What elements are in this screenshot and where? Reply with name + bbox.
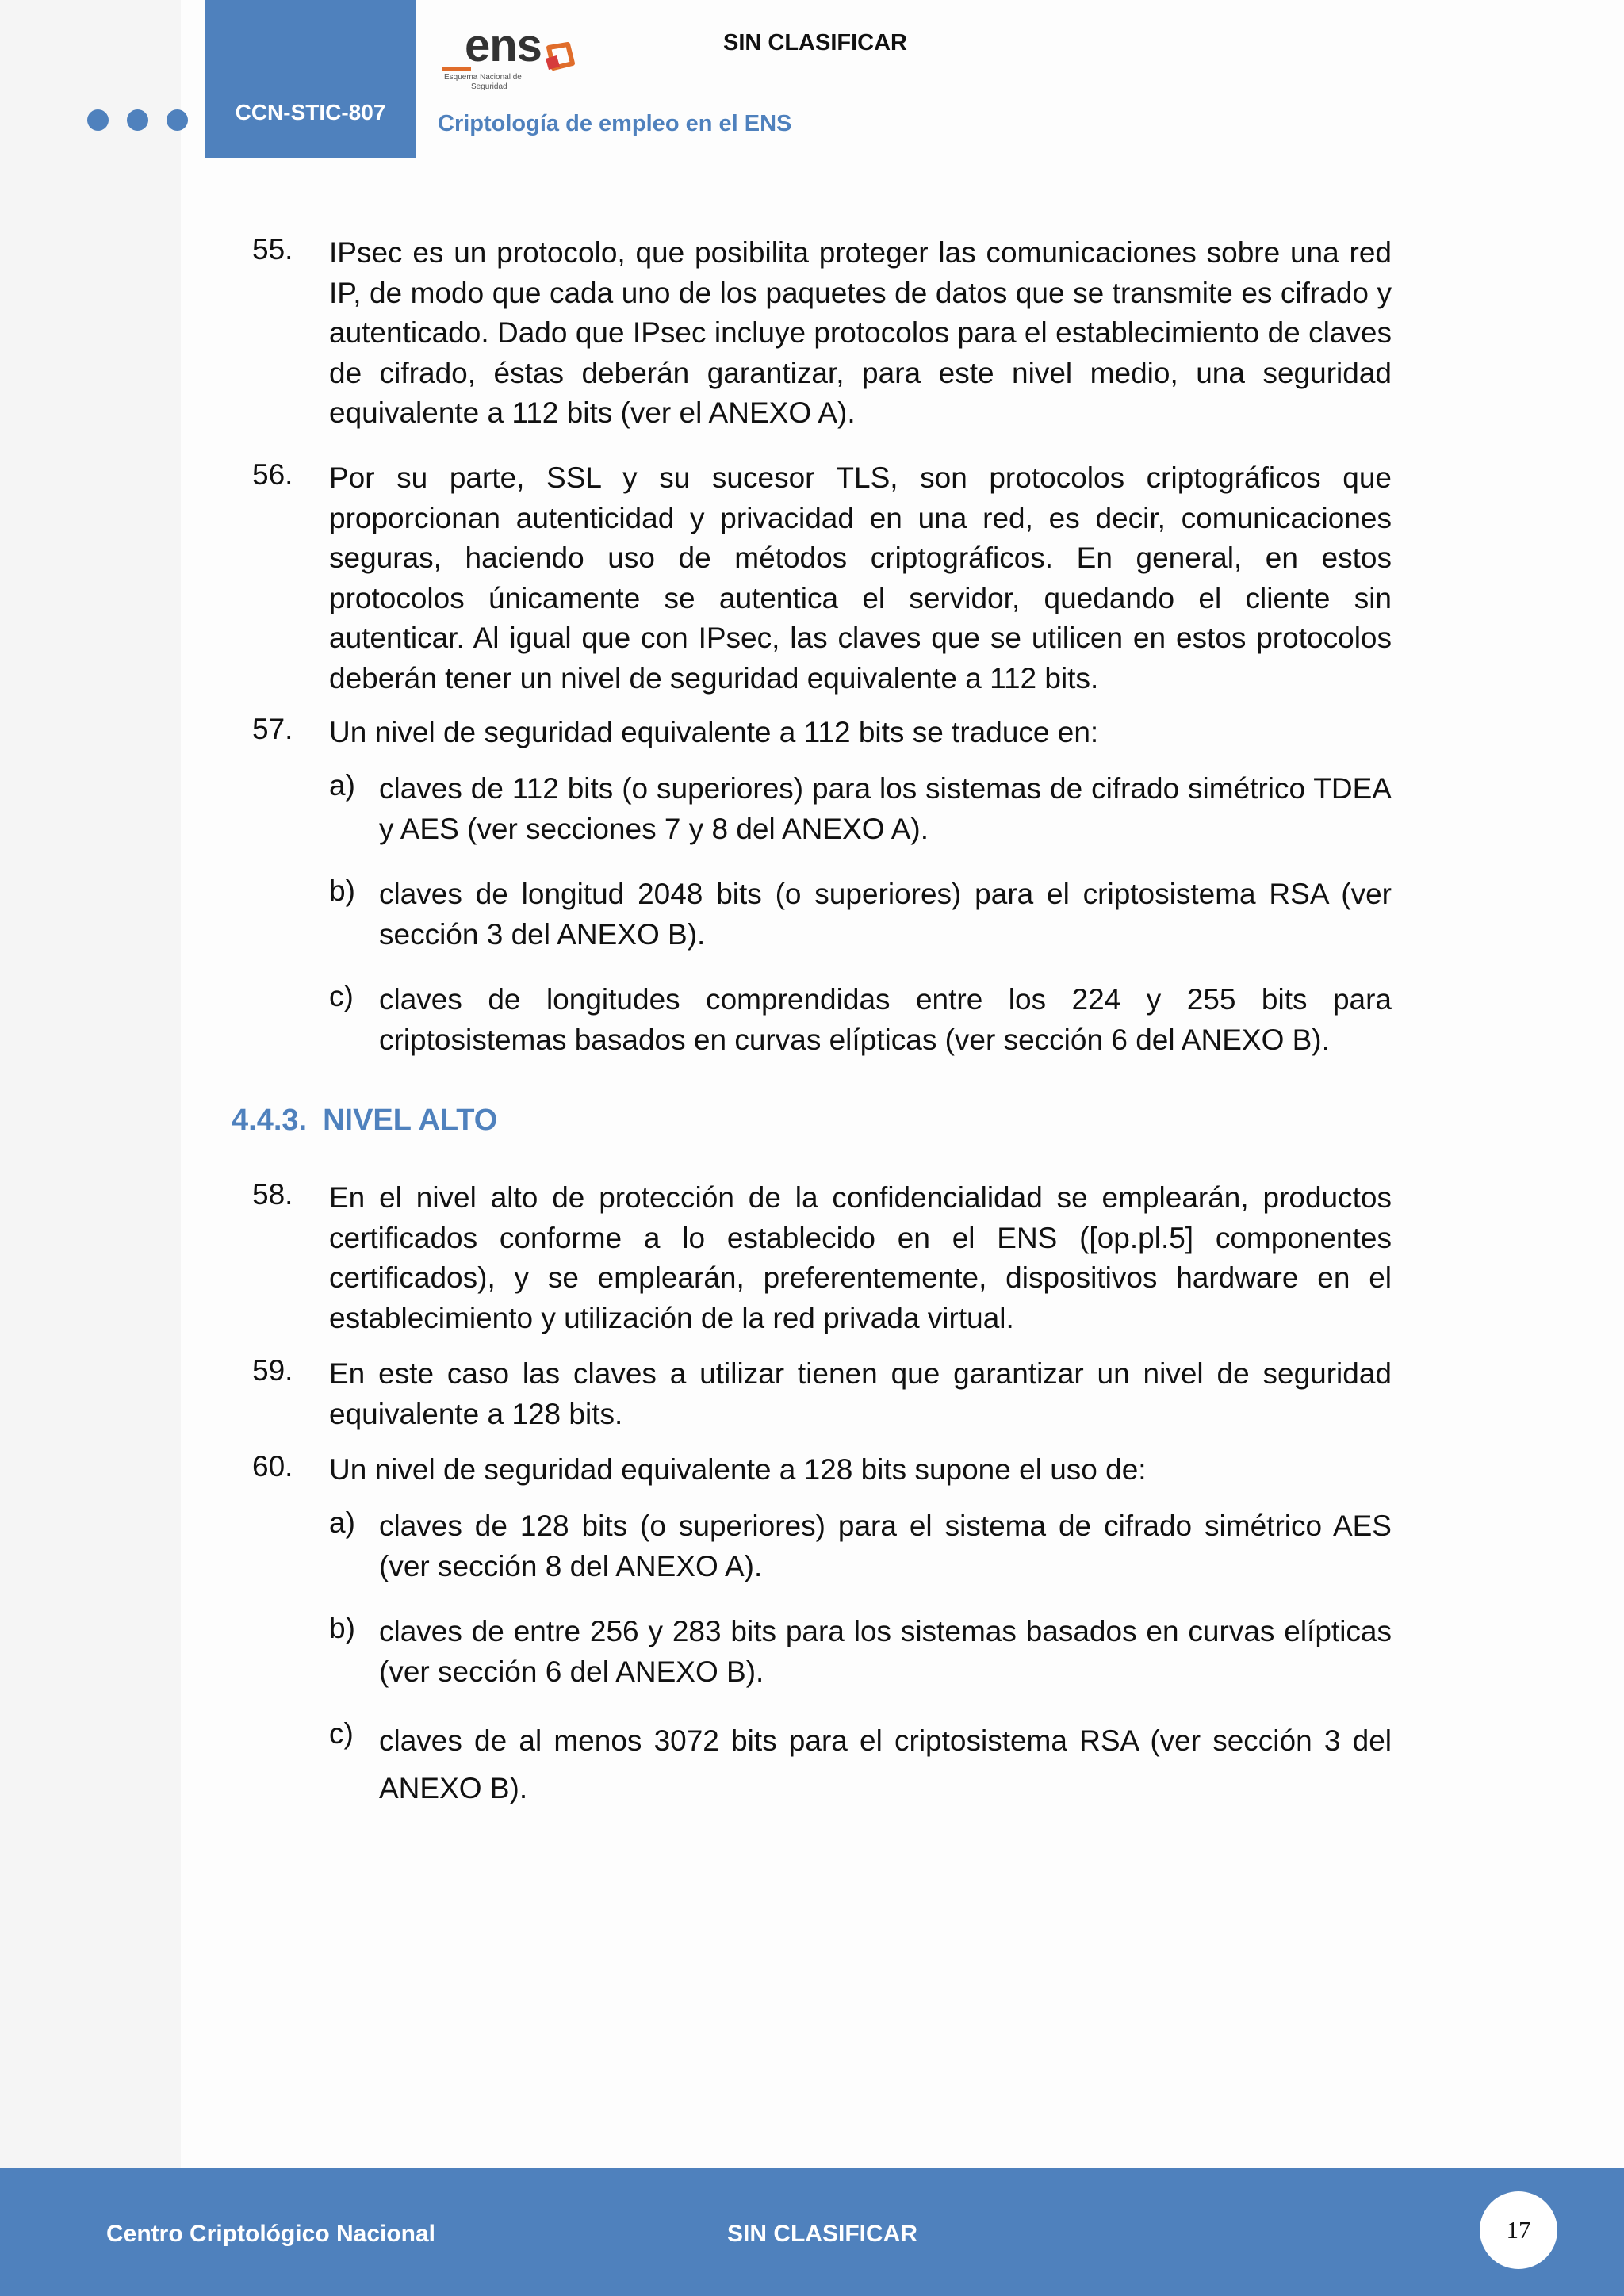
paragraph-text: Por su parte, SSL y su sucesor TLS, son protocolos criptográficos que proporcionan autenticidad y privacidad en una red, es decir, comunicaciones seguras, haciendo uso de métodos criptográficos. En general, en estos protocolos únicamente se autentica el servidor, quedando el cliente sin autenticar. Al igual que con IPsec, las claves que se utilicen en estos protocolos deberán tener un nivel de seguridad equivalente a 112 bits. — [329, 461, 1392, 695]
paragraph-text: En este caso las claves a utilizar tienen que garantizar un nivel de seguridad equivalente a 128 bits. — [329, 1357, 1392, 1430]
paragraph-number: 57. — [252, 713, 293, 745]
list-item-text: claves de longitud 2048 bits (o superiores) para el criptosistema RSA (ver sección 3 del ANEXO B). — [379, 878, 1392, 951]
list-item-letter: b) — [329, 874, 355, 907]
list-item-text: claves de 112 bits (o superiores) para los sistemas de cifrado simétrico TDEA y AES (ver secciones 7 y 8 del ANEXO A). — [379, 772, 1392, 845]
section-number: 4.4.3. — [232, 1104, 308, 1137]
paragraph-number: 59. — [252, 1354, 293, 1387]
page-number: 17 — [1480, 2191, 1557, 2269]
header-dot — [167, 109, 188, 131]
list-item-letter: c) — [329, 980, 354, 1012]
paragraph-text: En el nivel alto de protección de la confidencialidad se emplearán, productos certificados conforme a lo establecido en el ENS ([op.pl.5] componentes certificados), y se emplearán, preferentemente, dispositivos hardware en el establecimiento y utilización de la red privada virtual. — [329, 1181, 1392, 1334]
doc-code: CCN-STIC-807 — [235, 100, 386, 124]
list-item-letter: a) — [329, 769, 355, 802]
paragraph-number: 60. — [252, 1450, 293, 1483]
paragraph-number: 56. — [252, 458, 293, 491]
list-item-text: claves de longitudes comprendidas entre los 224 y 255 bits para criptosistemas basados en curvas elípticas (ver sección 6 del ANEXO B). — [379, 983, 1392, 1056]
paragraph-text: IPsec es un protocolo, que posibilita proteger las comunicaciones sobre una red IP, de modo que cada uno de los paquetes de datos que se transmite es cifrado y autenticado. Dado que IPsec incluye protocolos para el establecimiento de claves de cifrado, éstas deberán garantizar, para este nivel medio, una seguridad equivalente a 112 bits (ver el ANEXO A). — [329, 236, 1392, 429]
section-heading — [232, 1104, 497, 1138]
paragraph-number: 55. — [252, 233, 293, 266]
footer-organization: Centro Criptológico Nacional — [106, 2221, 436, 2247]
list-item-text: claves de al menos 3072 bits para el criptosistema RSA (ver sección 3 del ANEXO B). — [379, 1724, 1392, 1804]
header-dot — [127, 109, 148, 131]
list-item-letter: b) — [329, 1612, 355, 1644]
logo-subtitle-line2: Seguridad — [471, 82, 508, 91]
header-dot — [87, 109, 109, 131]
logo-subtitle-line1: Esquema Nacional de — [444, 73, 522, 82]
footer-classification: SIN CLASIFICAR — [727, 2221, 917, 2247]
header-dots — [87, 109, 188, 131]
document-title: Criptología de empleo en el ENS — [438, 111, 792, 136]
page-footer — [0, 2168, 1624, 2296]
logo-mark-icon — [541, 40, 579, 78]
list-item-text: claves de 128 bits (o superiores) para el sistema de cifrado simétrico AES (ver sección 8 del ANEXO A). — [379, 1510, 1392, 1582]
doc-code-box — [205, 0, 416, 158]
list-item-letter: c) — [329, 1717, 354, 1750]
logo-word: ens — [465, 20, 542, 71]
header-classification: SIN CLASIFICAR — [723, 30, 907, 55]
paragraph-text: Un nivel de seguridad equivalente a 128 bits supone el uso de: — [329, 1453, 1147, 1486]
page-margin-shade — [0, 0, 181, 2168]
list-item-text: claves de entre 256 y 283 bits para los sistemas basados en curvas elípticas (ver sección 6 del ANEXO B). — [379, 1615, 1392, 1688]
paragraph-text: Un nivel de seguridad equivalente a 112 bits se traduce en: — [329, 716, 1099, 748]
section-title: NIVEL ALTO — [323, 1104, 498, 1137]
list-item-letter: a) — [329, 1506, 355, 1539]
paragraph-number: 58. — [252, 1178, 293, 1211]
ens-logo — [438, 20, 580, 92]
